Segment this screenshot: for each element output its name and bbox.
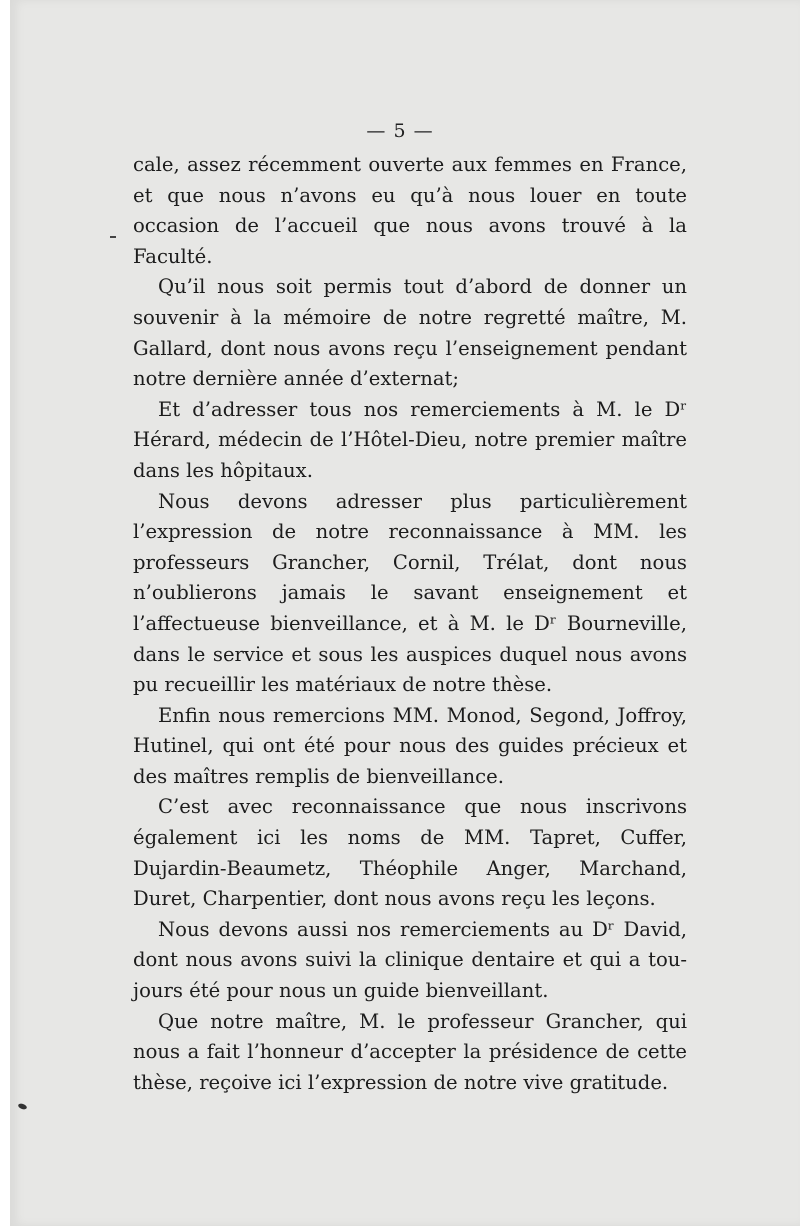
paragraph: cale, assez récemment ouverte aux femmes en France, et que nous n’avons eu qu’à nous louer en toute occasion de l’accueil que nous avons trouvé à la Faculté. xyxy=(133,153,687,268)
page-number: — 5 — xyxy=(366,120,434,142)
margin-mark xyxy=(110,236,116,238)
paragraph: Enfin nous remercions MM. Monod, Segond, Joffroy, Hutinel, qui ont été pour nous des guides précieux et des maîtres remplis de bienveillance. xyxy=(133,703,687,788)
paragraph: C’est avec reconnaissance que nous inscrivons également ici les noms de MM. Tapret, Cuffer, Dujardin-Beaumetz, Théophile Anger, Marchand, Duret, Charpentier, dont nous avons reçu les leçons. xyxy=(133,795,687,911)
body-text xyxy=(133,150,687,1098)
paragraph: Qu’il nous soit permis tout d’abord de donner un souvenir à la mémoire de notre regretté maître, M. Gallard, dont nous avons reçu l’enseignement pendant notre dernière année d’externat; xyxy=(133,275,687,391)
paragraph: Nous devons adresser plus particulièrement l’expression de notre reconnaissance à MM. les professeurs Grancher, Cornil, Trélat, dont nous n’oublierons jamais le savant enseignement et l’affectueuse bienveillance, et à M. le Dʳ Bourneville, dans le service et sous les auspices duquel nous avons pu recueillir les matériaux de notre thèse. xyxy=(133,489,687,697)
paragraph: Que notre maître, M. le professeur Grancher, qui nous a fait l’honneur d’accepter la présidence de cette thèse, reçoive ici l’expression de notre vive gratitude. xyxy=(133,1009,687,1094)
paragraph: Et d’adresser tous nos remerciements à M. le Dʳ Hérard, médecin de l’Hôtel-Dieu, notre premier maître dans les hôpitaux. xyxy=(133,397,687,482)
paragraph: Nous devons aussi nos remerciements au Dʳ David, dont nous avons suivi la clinique dentaire et qui a toujours été pour nous un guide bienveillant. xyxy=(133,917,687,1003)
